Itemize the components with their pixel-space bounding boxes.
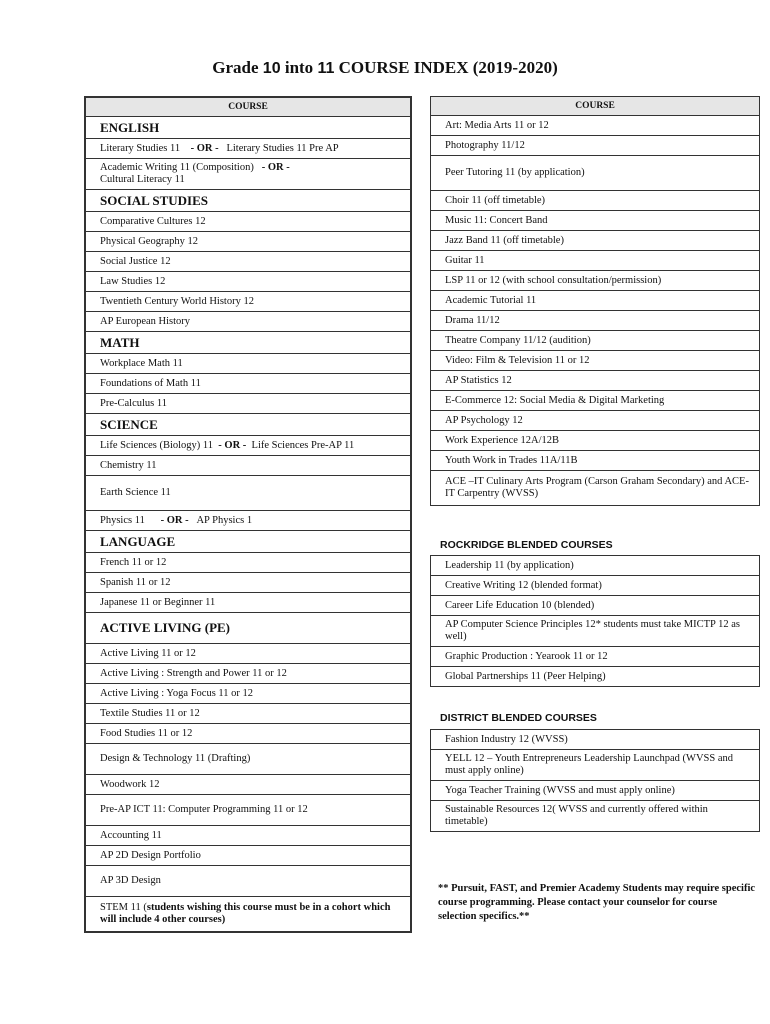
course-row: Active Living 11 or 12 [85, 644, 411, 664]
course-option: STEM 11 ( [100, 902, 147, 913]
section-social-studies: SOCIAL STUDIES [85, 190, 411, 212]
title-grade-from: 10 [262, 60, 281, 77]
course-row: AP 3D Design [85, 866, 411, 897]
course-row: Accounting 11 [85, 826, 411, 846]
right-course-table [430, 96, 760, 506]
section-language: LANGUAGE [85, 531, 411, 553]
course-row: ACE –IT Culinary Arts Program (Carson Graham Secondary) and ACE-IT Carpentry (WVSS) [431, 471, 760, 506]
course-option: Physics 11 [100, 514, 145, 526]
course-row: Workplace Math 11 [85, 354, 411, 374]
course-row: Spanish 11 or 12 [85, 573, 411, 593]
course-row: AP Psychology 12 [431, 411, 760, 431]
course-row: Theatre Company 11/12 (audition) [431, 331, 760, 351]
course-row: AP European History [85, 312, 411, 332]
column-header: COURSE [85, 97, 411, 117]
course-row: Physical Geography 12 [85, 232, 411, 252]
district-course-table [430, 729, 760, 832]
course-row: Woodwork 12 [85, 775, 411, 795]
course-row: Twentieth Century World History 12 [85, 292, 411, 312]
course-row: Food Studies 11 or 12 [85, 724, 411, 744]
course-row: Fashion Industry 12 (WVSS) [431, 730, 760, 750]
or-separator: - OR - [190, 142, 219, 154]
rockridge-course-table [430, 555, 760, 687]
course-row: AP Statistics 12 [431, 371, 760, 391]
course-row: Work Experience 12A/12B [431, 431, 760, 451]
section-english: ENGLISH [85, 117, 411, 139]
section-active-living: ACTIVE LIVING (PE) [85, 613, 411, 644]
course-row: Drama 11/12 [431, 311, 760, 331]
course-row: AP 2D Design Portfolio [85, 846, 411, 866]
course-row: Art: Media Arts 11 or 12 [431, 116, 760, 136]
section-math: MATH [85, 332, 411, 354]
course-row: Jazz Band 11 (off timetable) [431, 231, 760, 251]
course-row: Japanese 11 or Beginner 11 [85, 593, 411, 613]
rockridge-heading: ROCKRIDGE BLENDED COURSES [440, 539, 613, 551]
page-title [0, 58, 770, 78]
course-row: Comparative Cultures 12 [85, 212, 411, 232]
course-option: AP Physics 1 [196, 514, 253, 526]
course-row: Leadership 11 (by application) [431, 556, 760, 576]
course-row: LSP 11 or 12 (with school consultation/permission) [431, 271, 760, 291]
course-row: French 11 or 12 [85, 553, 411, 573]
course-row: Youth Work in Trades 11A/11B [431, 451, 760, 471]
course-option: Literary Studies 11 Pre AP [226, 142, 339, 154]
course-row: Pre-AP ICT 11: Computer Programming 11 or 12 [85, 795, 411, 826]
course-row: E-Commerce 12: Social Media & Digital Marketing [431, 391, 760, 411]
left-course-table [84, 96, 412, 933]
course-option: Life Sciences Pre-AP 11 [251, 439, 355, 451]
district-heading: DISTRICT BLENDED COURSES [440, 712, 597, 724]
course-row: Choir 11 (off timetable) [431, 191, 760, 211]
course-row [85, 511, 411, 531]
course-row: AP Computer Science Principles 12* students must take MICTP 12 as well) [431, 616, 760, 647]
course-option: Literary Studies 11 [100, 142, 181, 154]
title-text: Grade [212, 58, 263, 77]
course-row: Video: Film & Television 11 or 12 [431, 351, 760, 371]
course-row: Guitar 11 [431, 251, 760, 271]
course-row: Active Living : Strength and Power 11 or 12 [85, 664, 411, 684]
course-option: Cultural Literacy 11 [100, 174, 185, 185]
title-text: COURSE INDEX (2019-2020) [334, 58, 558, 77]
course-row: Chemistry 11 [85, 456, 411, 476]
or-separator: - OR - [218, 439, 247, 451]
academy-note: ** Pursuit, FAST, and Premier Academy Students may require specific course programming. Please contact your counselor for course selection specifics.** [438, 883, 756, 922]
course-row: Academic Tutorial 11 [431, 291, 760, 311]
course-row: Active Living : Yoga Focus 11 or 12 [85, 684, 411, 704]
course-row: Peer Tutoring 11 (by application) [431, 156, 760, 191]
course-row [85, 436, 411, 456]
title-grade-to: 11 [317, 60, 335, 77]
course-row: Graphic Production : Yearook 11 or 12 [431, 647, 760, 667]
course-row: Design & Technology 11 (Drafting) [85, 744, 411, 775]
title-text: into [280, 58, 318, 77]
course-row: Social Justice 12 [85, 252, 411, 272]
course-row [85, 159, 411, 190]
course-row: Sustainable Resources 12( WVSS and currently offered within timetable) [431, 801, 760, 832]
course-row: YELL 12 – Youth Entrepreneurs Leadership Launchpad (WVSS and must apply online) [431, 750, 760, 781]
course-row: Foundations of Math 11 [85, 374, 411, 394]
course-row [85, 139, 411, 159]
course-row: Textile Studies 11 or 12 [85, 704, 411, 724]
or-separator: - OR - [261, 162, 290, 173]
course-note: students wishing this course must be in a cohort which will include 4 other courses) [100, 902, 391, 925]
column-header: COURSE [431, 97, 760, 116]
course-row: Photography 11/12 [431, 136, 760, 156]
course-option: Life Sciences (Biology) 11 [100, 439, 214, 451]
course-row: Yoga Teacher Training (WVSS and must apply online) [431, 781, 760, 801]
section-science: SCIENCE [85, 414, 411, 436]
course-row [85, 897, 411, 933]
course-row: Global Partnerships 11 (Peer Helping) [431, 667, 760, 687]
or-separator: - OR - [160, 514, 189, 526]
course-row: Music 11: Concert Band [431, 211, 760, 231]
course-row: Earth Science 11 [85, 476, 411, 511]
course-row: Law Studies 12 [85, 272, 411, 292]
course-option: Academic Writing 11 (Composition) [100, 162, 254, 173]
course-row: Creative Writing 12 (blended format) [431, 576, 760, 596]
course-row: Career Life Education 10 (blended) [431, 596, 760, 616]
course-row: Pre-Calculus 11 [85, 394, 411, 414]
